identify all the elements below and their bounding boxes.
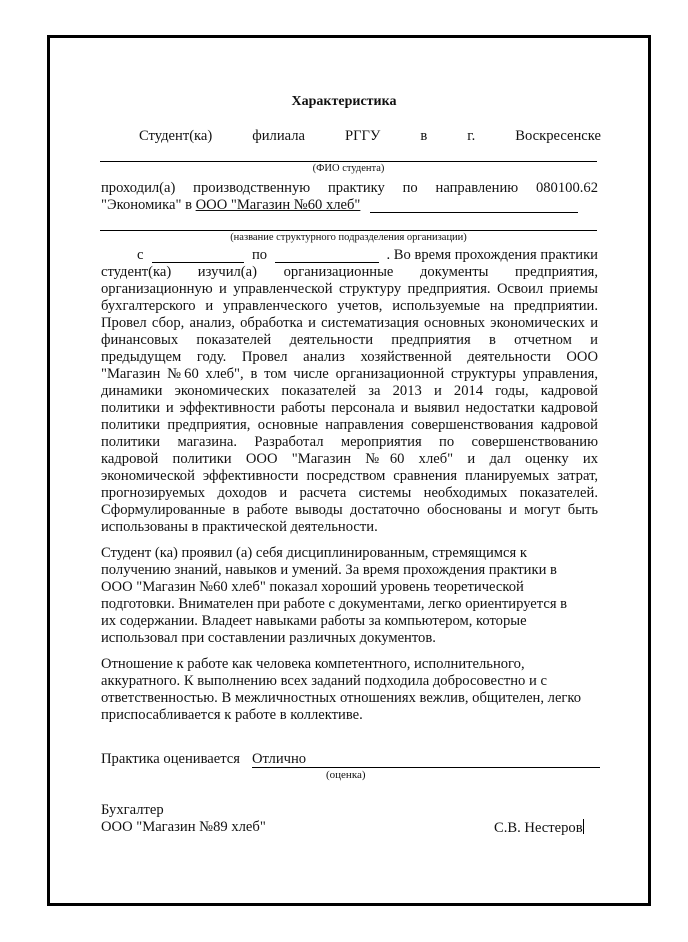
intro-word: Студент(ка) [139, 128, 213, 144]
intro-line [139, 128, 601, 145]
paragraph-line: получению знаний, навыков и умений. За время прохождения практики в [101, 562, 557, 578]
student-name-caption: (ФИО студента) [312, 163, 385, 174]
paragraph-line: использовал при составлении различных документов. [101, 630, 436, 646]
student-name-field[interactable] [100, 161, 597, 162]
signer-name: С.В. Нестеров [494, 820, 583, 836]
paragraph-line: подготовки. Внимателен при работе с документами, легко ориентируется в [101, 596, 568, 612]
signer-position: Бухгалтер [101, 802, 164, 818]
paragraph-line: Провел сбор, анализ, обработка и систематизация основных экономических и [101, 315, 598, 331]
paragraph-line: их содержании. Владеет навыками работы за компьютером, которые [101, 613, 527, 629]
paragraph-line: предыдущем году. Провел анализ хозяйственной деятельности ООО [101, 349, 598, 365]
period-from-field[interactable] [152, 262, 244, 263]
paragraph-line: политики предприятия, основные направления совершенствования кадровой [101, 417, 598, 433]
paragraph-line: студент(ка) изучил(а) организационные документы предприятия, [101, 264, 598, 280]
organization-name: ООО "Магазин №60 хлеб" [195, 197, 361, 213]
paragraph-line: ООО "Магазин №60 хлеб" показал хороший уровень теоретической [101, 579, 524, 595]
paragraph-line: политики и эффективности работы персонала и выявил недостатки кадровой [101, 400, 598, 416]
paragraph-line: аккуратного. К выполнению всех заданий подходила добросовестно и с [101, 673, 547, 689]
period-line [137, 247, 143, 264]
paragraph-line: Студент (ка) проявил (а) себя дисциплинированным, стремящимся к [101, 545, 527, 561]
paragraph-line: динамики экономических показателей за 2013 и 2014 годы, кадровой [101, 383, 598, 399]
paragraph-line: приспосабливается к работе в коллективе. [101, 707, 363, 723]
grade-field[interactable] [252, 767, 600, 768]
paragraph-line: Сформулированные в работе выводы достаточно обоснованы и могут быть [101, 502, 598, 518]
paragraph-line: организационную и управленческой структуру предприятия. Освоил приемы [101, 281, 598, 297]
signer-name-wrap [494, 819, 584, 837]
paragraph-line: финансовых показателей деятельности предприятия в отчетном и [101, 332, 598, 348]
document-title: Характеристика [291, 94, 397, 109]
paragraph-line: кадровой политики ООО "Магазин №60 хлеб" и дал оценку их [101, 451, 598, 467]
period-to-field[interactable] [275, 262, 379, 263]
paragraph-line: прогнозируемых доходов и расчета системы необходимых показателей. [101, 485, 598, 501]
practice-line-2 [101, 197, 360, 214]
organization-field-ext [370, 212, 578, 213]
intro-word: Воскресенске [515, 128, 601, 144]
department-caption: (название структурного подразделения организации) [230, 232, 467, 243]
paragraph-line: экономической эффективности посредством сравнения планируемых затрат, [101, 468, 598, 484]
paragraph-line: Отношение к работе как человека компетентного, исполнительного, [101, 656, 525, 672]
paragraph-line: "Магазин №60 хлеб", в том числе организационной структуры управления, [101, 366, 598, 382]
intro-word: филиала [252, 128, 305, 144]
grade-label: Практика оценивается [101, 751, 240, 767]
paragraph-line: политики магазина. Разработал мероприятия по совершенствованию [101, 434, 598, 450]
intro-word: в [420, 128, 428, 144]
practice-line-1: проходил(а) производственную практику по направлению 080100.62 [101, 180, 598, 196]
paragraph-line: ответственностью. В межличностных отношениях вежлив, общителен, легко [101, 690, 582, 706]
grade-value: Отлично [252, 751, 307, 767]
paragraph-line: бухгалтерского и управленческого учетов, используемые на предприятии. [101, 298, 598, 314]
intro-word: г. [467, 128, 476, 144]
period-from-label: с [137, 247, 144, 263]
period-to-label: по [252, 247, 268, 263]
grade-caption: (оценка) [326, 769, 366, 781]
text-cursor [583, 819, 584, 834]
intro-word: РГГУ [345, 128, 381, 144]
department-field[interactable] [100, 230, 597, 231]
signer-organization: ООО "Магазин №89 хлеб" [101, 819, 266, 835]
period-rest: . Во время прохождения практики [386, 247, 598, 263]
paragraph-line: использованы в практической деятельности. [101, 519, 378, 535]
practice-direction: "Экономика" в [101, 197, 196, 213]
